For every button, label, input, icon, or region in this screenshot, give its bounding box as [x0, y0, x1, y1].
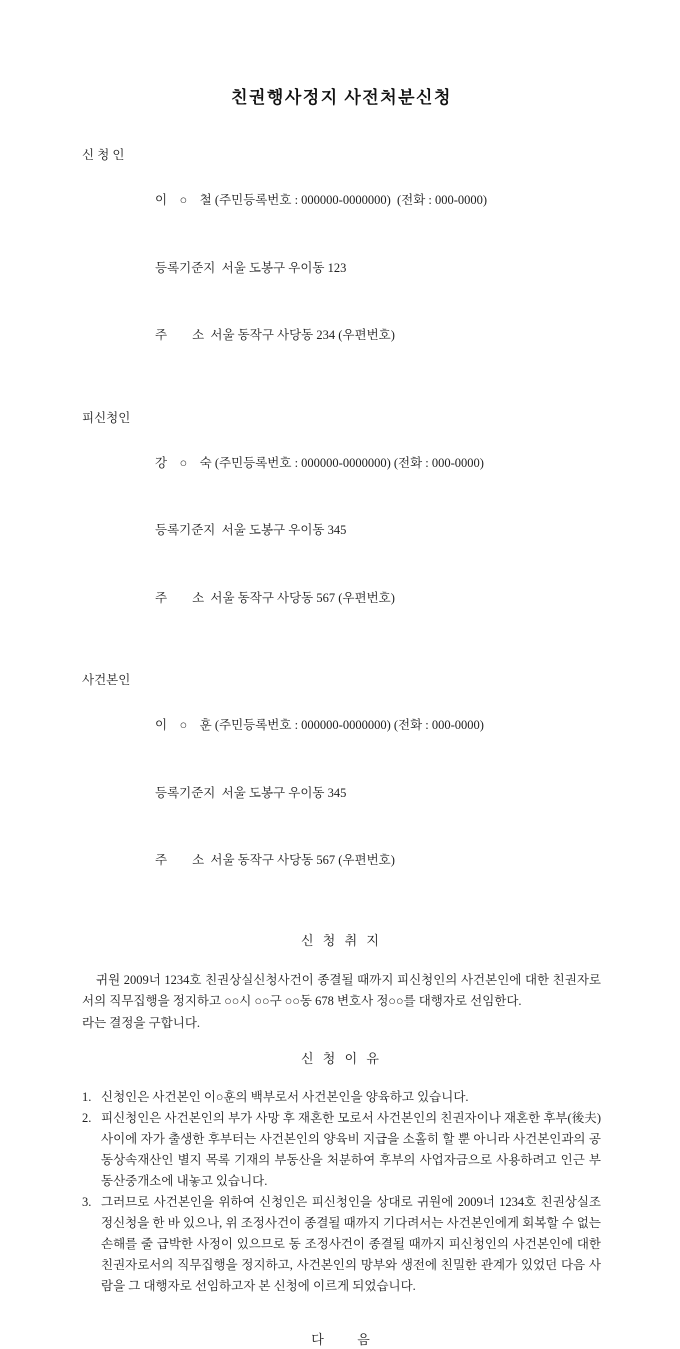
party-details: [155, 144, 601, 392]
party-name-line: 강 ○ 숙 (주민등록번호 : 000000-0000000) (전화 : 000-0000): [155, 455, 484, 470]
reason-item: [82, 1087, 601, 1108]
reason-item: [82, 1108, 601, 1192]
reason-number: 2.: [82, 1111, 92, 1125]
party-role-label: 피신청인: [82, 410, 131, 425]
purpose-closing: 라는 결정을 구합니다.: [82, 1015, 201, 1030]
party-role-label: 사건본인: [82, 673, 131, 687]
purpose-heading: 신 청 취 지: [301, 932, 382, 948]
party-registration-line: 등록기준지 서울 도봉구 우이동 345: [155, 523, 347, 537]
attachment-heading: 다 음: [311, 1332, 372, 1347]
reason-text: 신청인은 사건본인 이○훈의 백부로서 사건본인을 양육하고 있습니다.: [101, 1090, 469, 1104]
party-address-line: 주 소 서울 동작구 사당동 567 (우편번호): [155, 590, 395, 605]
party-subject-person: [82, 669, 601, 917]
party-respondent: [82, 407, 601, 655]
party-details: [155, 669, 601, 917]
party-applicant: [82, 144, 601, 392]
party-address-line: 주 소 서울 동작구 사당동 567 (우편번호): [155, 853, 395, 867]
parties-section: [82, 144, 601, 917]
party-role-label: 신 청 인: [82, 148, 125, 162]
reason-number: 3.: [82, 1195, 92, 1209]
party-details: [155, 407, 601, 655]
party-registration-line: 등록기준지 서울 도봉구 우이동 123: [155, 260, 347, 275]
reasons-section: [82, 1050, 601, 1297]
party-address-line: 주 소 서울 동작구 사당동 234 (우편번호): [155, 328, 395, 342]
party-name-line: 이 ○ 철 (주민등록번호 : 000000-0000000) (전화 : 000-0000): [155, 193, 488, 207]
reason-text: 피신청인은 사건본인의 부가 사망 후 재혼한 모로서 사건본인의 친권자이나 재혼한 후부(後夫) 사이에 자가 출생한 후부터는 사건본인의 양육비 지급을 소홀히 할 뿐 아니라 사건본인과의 공동상속재산인 별지 목록 기재의 부동산을 처분하여 후부의 사업자금으로 사용하려고 인근 부동산중개소에 내놓고 있습니다.: [101, 1111, 601, 1188]
party-registration-line: 등록기준지 서울 도봉구 우이동 345: [155, 785, 347, 800]
party-name-line: 이 ○ 훈 (주민등록번호 : 000000-0000000) (전화 : 000-0000): [155, 718, 484, 732]
reasons-list: [82, 1087, 601, 1297]
reason-text: 그러므로 사건본인을 위하여 신청인은 피신청인을 상대로 귀원에 2009너 1234호 친권상실조정신청을 한 바 있으나, 위 조정사건이 종결될 때까지 기다려서는 사건본인에게 회복할 수 없는 손해를 줄 급박한 사정이 있으므로 동 조정사건이 종결될 때까지 피신청인의 사건본인에 대한 친권자로서의 직무집행을 정지하고, 사건본인의 망부와 생전에 친밀한 관계가 있었던 다음 사람을 그 대행자로 선임하고자 본 신청에 이르게 되었습니다.: [101, 1195, 601, 1293]
reasons-heading: 신 청 이 유: [301, 1051, 382, 1066]
purpose-section: [82, 932, 601, 1035]
purpose-body: 귀원 2009너 1234호 친권상실신청사건이 종결될 때까지 피신청인의 사건본인에 대한 친권자로서의 직무집행을 정지하고 ○○시 ○○구 ○○동 678 변호사 정○○를 대행자로 선임한다.: [82, 972, 601, 1008]
reason-number: 1.: [82, 1090, 92, 1104]
page-title: 친권행사정지 사전처분신청: [231, 88, 452, 107]
reason-item: [82, 1192, 601, 1297]
